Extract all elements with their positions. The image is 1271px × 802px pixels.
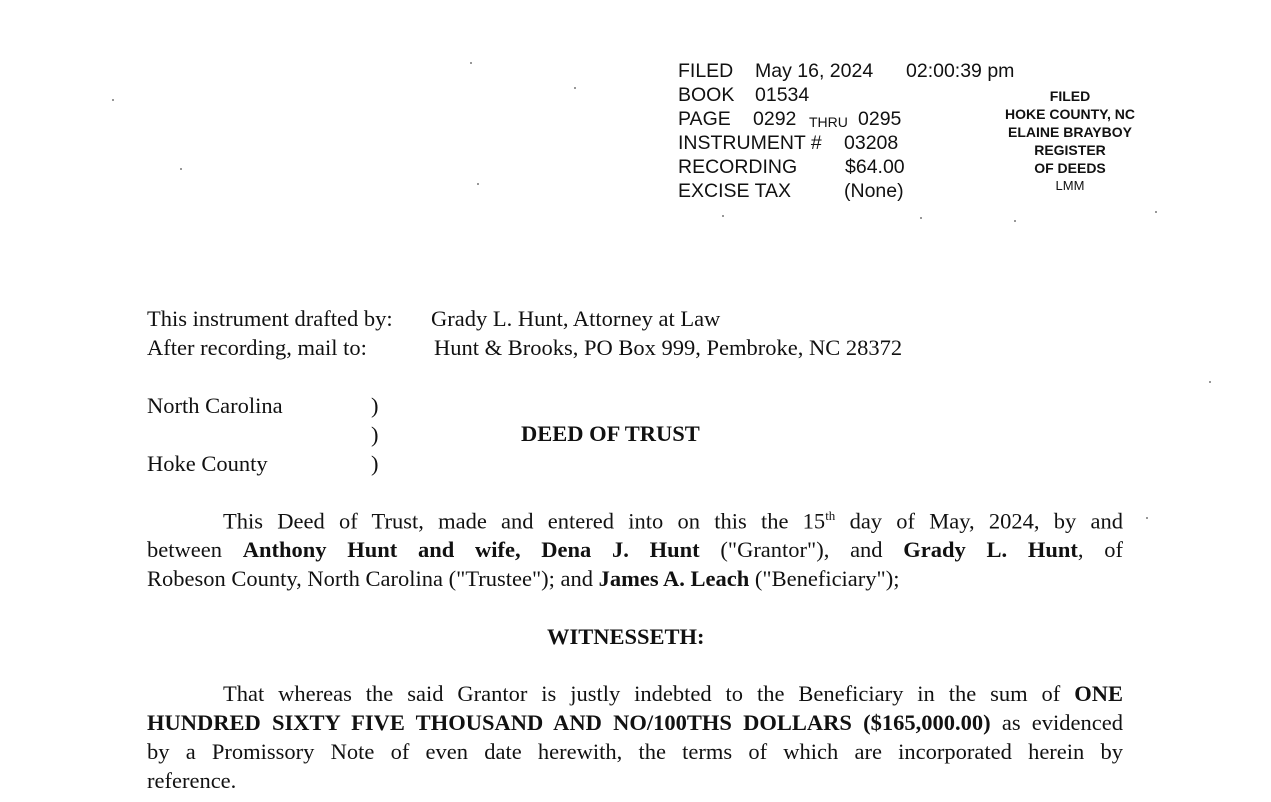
scan-speck — [920, 217, 922, 219]
drafted-label: This instrument drafted by: — [147, 306, 393, 331]
para1-text: ("Grantor"), and — [720, 537, 883, 562]
book-value: 01534 — [755, 84, 810, 106]
para1-ordinal: th — [825, 508, 836, 523]
office-line: REGISTER — [1034, 142, 1106, 158]
scan-speck — [477, 183, 479, 185]
para1-text: day of May, 2024, by and — [849, 508, 1124, 534]
page-label: PAGE — [678, 108, 731, 130]
scan-speck — [180, 168, 182, 170]
filed-label: FILED — [678, 60, 734, 82]
page-to: 0295 — [858, 108, 902, 130]
scan-speck — [574, 87, 576, 89]
scan-speck — [470, 62, 472, 64]
register-of-deeds-stamp — [990, 87, 1150, 195]
scan-speck — [1209, 381, 1211, 383]
para2-text: That whereas the said Grantor is justly indebted to the Beneficiary in the sum of — [223, 681, 1061, 706]
caption-county: Hoke County — [147, 451, 268, 476]
office-line: ELAINE BRAYBOY — [1008, 124, 1132, 140]
caption-paren: ) — [371, 451, 379, 476]
scan-speck — [722, 215, 724, 217]
caption-state: North Carolina — [147, 393, 283, 418]
clerk-initials: LMM — [1055, 178, 1085, 193]
instrument-value: 03208 — [844, 132, 899, 154]
para1-text: between — [147, 537, 222, 562]
office-line: FILED — [1049, 88, 1091, 104]
para1-line3 — [147, 566, 899, 592]
para1-text: This Deed of Trust, made and entered into on this the 15 — [223, 508, 826, 534]
office-line: OF DEEDS — [1034, 160, 1106, 176]
page-from: 0292 — [753, 108, 797, 130]
para2-line1 — [223, 681, 1123, 707]
para2-line2 — [147, 710, 1123, 736]
recording-value: $64.00 — [845, 156, 905, 178]
para2-line4: reference. — [147, 768, 237, 793]
filed-time: 02:00:39 pm — [906, 60, 1015, 82]
beneficiary-name: James A. Leach — [598, 566, 750, 591]
scan-speck — [1155, 211, 1157, 213]
mail-label: After recording, mail to: — [147, 335, 367, 360]
para1-line1 — [223, 508, 1123, 535]
caption-paren: ) — [371, 393, 379, 418]
para2-text: as evidenced — [1001, 710, 1123, 735]
para1-line2 — [147, 537, 1123, 563]
page-thru: THRU — [809, 114, 848, 130]
witnesseth-heading: WITNESSETH: — [547, 624, 705, 649]
book-label: BOOK — [678, 84, 735, 106]
scan-speck — [1146, 517, 1148, 519]
para1-text: ("Beneficiary"); — [754, 566, 900, 591]
para1-text: , of — [1077, 537, 1124, 562]
office-line: HOKE COUNTY, NC — [1005, 106, 1135, 122]
grantor-name: Anthony Hunt and wife, Dena J. Hunt — [242, 537, 700, 562]
drafted-value: Grady L. Hunt, Attorney at Law — [431, 306, 721, 331]
mail-value: Hunt & Brooks, PO Box 999, Pembroke, NC 28372 — [434, 335, 903, 360]
document-title: DEED OF TRUST — [521, 421, 700, 446]
excise-label: EXCISE TAX — [678, 180, 792, 202]
scan-speck — [1014, 220, 1016, 222]
para1-text: Robeson County, North Carolina ("Trustee"); and — [147, 566, 594, 591]
excise-value: (None) — [844, 180, 904, 202]
instrument-label: INSTRUMENT # — [678, 132, 822, 154]
mail-to-line — [147, 335, 903, 361]
scan-speck — [112, 99, 114, 101]
amount-words: HUNDRED SIXTY FIVE THOUSAND AND NO/100THS DOLLARS ($165,000.00) — [147, 710, 991, 735]
filed-date: May 16, 2024 — [755, 60, 874, 82]
trustee-name: Grady L. Hunt — [903, 537, 1078, 562]
caption-paren: ) — [371, 422, 379, 447]
recording-label: RECORDING — [678, 156, 798, 178]
para2-line3: by a Promissory Note of even date herewith, the terms of which are incorporated herein by — [147, 739, 1123, 764]
drafted-by-line — [147, 306, 721, 332]
amount-words: ONE — [1074, 681, 1124, 706]
